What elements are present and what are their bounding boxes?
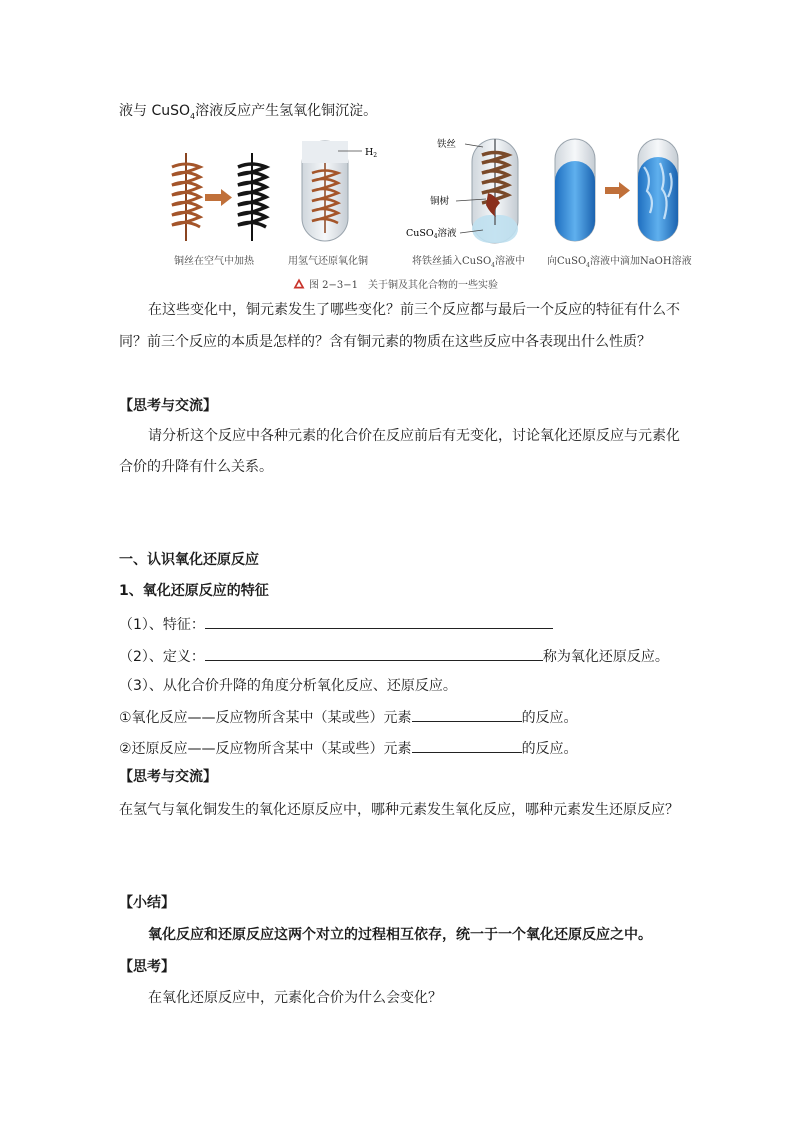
precipitate-tube-image [638, 139, 678, 241]
item-definition: （2）、定义： 称为氧化还原反应。 [119, 645, 669, 667]
paragraph-1-line-1: 在这些变化中，铜元素发生了哪些变化？前三个反应都与最后一个反应的特征有什么不 [148, 302, 680, 318]
paragraph-1-line-2: 同？前三个反应的本质是怎样的？含有铜元素的物质在这些反应中各表现出什么性质？ [119, 334, 651, 350]
sub-heading: 1、氧化还原反应的特征 [119, 583, 269, 599]
label-h2: $H_2$ [365, 147, 378, 159]
section-heading-discussion: 【思考与交流】 [119, 398, 217, 414]
label-cuso4-solution: CuSO$_4$溶液 [406, 228, 457, 240]
feature-blank[interactable] [205, 613, 553, 629]
copper-experiments-figure [150, 133, 710, 293]
label-iron-wire: 铁丝 [437, 139, 457, 150]
item-oxidation: ①氧化反应——反应物所含某中（某或些）元素 的反应。 [119, 706, 578, 728]
label-copper-tree: 铜树 [430, 196, 450, 207]
summary-heading: 【小结】 [119, 895, 175, 911]
definition-blank[interactable] [205, 645, 543, 661]
right-arrow-icon [205, 189, 232, 206]
iron-wire-tube-image [456, 139, 518, 243]
black-coil-image [238, 153, 266, 241]
triangle-icon [293, 278, 305, 289]
paragraph-3: 在氢气与氧化铜发生的氧化还原反应中，哪种元素发生氧化反应，哪种元素发生还原反应？ [119, 802, 679, 818]
think-heading: 【思考】 [119, 959, 175, 975]
reduction-blank[interactable] [412, 737, 522, 753]
figure-illustration [150, 133, 710, 293]
summary-text: 氧化反应和还原反应这两个对立的过程相互依存，统一于一个氧化还原反应之中。 [148, 927, 652, 943]
item-reduction: ②还原反应——反应物所含某中（某或些）元素 的反应。 [119, 737, 578, 759]
section-heading-discussion-2: 【思考与交流】 [119, 769, 217, 785]
think-text: 在氧化还原反应中，元素化合价为什么会变化？ [148, 990, 442, 1006]
main-heading: 一、认识氧化还原反应 [119, 552, 259, 568]
intro-line: 液与 CuSO$_4$溶液反应产生氢氧化铜沉淀。 [119, 103, 378, 121]
item-feature: （1）、特征： [119, 613, 553, 635]
figure-title: 图 2−3−1 关于铜及其化合物的一些实验 [293, 276, 498, 291]
blue-solution-tube-image [555, 139, 595, 241]
hydrogen-tube-image [302, 141, 362, 241]
paragraph-2-line-1: 请分析这个反应中各种元素的化合价在反应前后有无变化，讨论氧化还原反应与元素化 [148, 428, 680, 444]
caption-heating-copper: 铜丝在空气中加热 [174, 256, 254, 267]
item-valence-analysis: （3）、从化合价升降的角度分析氧化反应、还原反应。 [119, 678, 457, 694]
oxidation-blank[interactable] [412, 706, 522, 722]
copper-coil-image [172, 153, 200, 241]
paragraph-2-line-2: 合价的升降有什么关系。 [119, 459, 273, 475]
caption-hydrogen-reduction: 用氢气还原氧化铜 [288, 256, 368, 267]
caption-naoh-added: 向CuSO$_4$溶液中滴加NaOH溶液 [547, 256, 692, 269]
right-arrow-icon [605, 182, 630, 199]
caption-iron-in-cuso4: 将铁丝插入CuSO$_4$溶液中 [412, 256, 525, 269]
